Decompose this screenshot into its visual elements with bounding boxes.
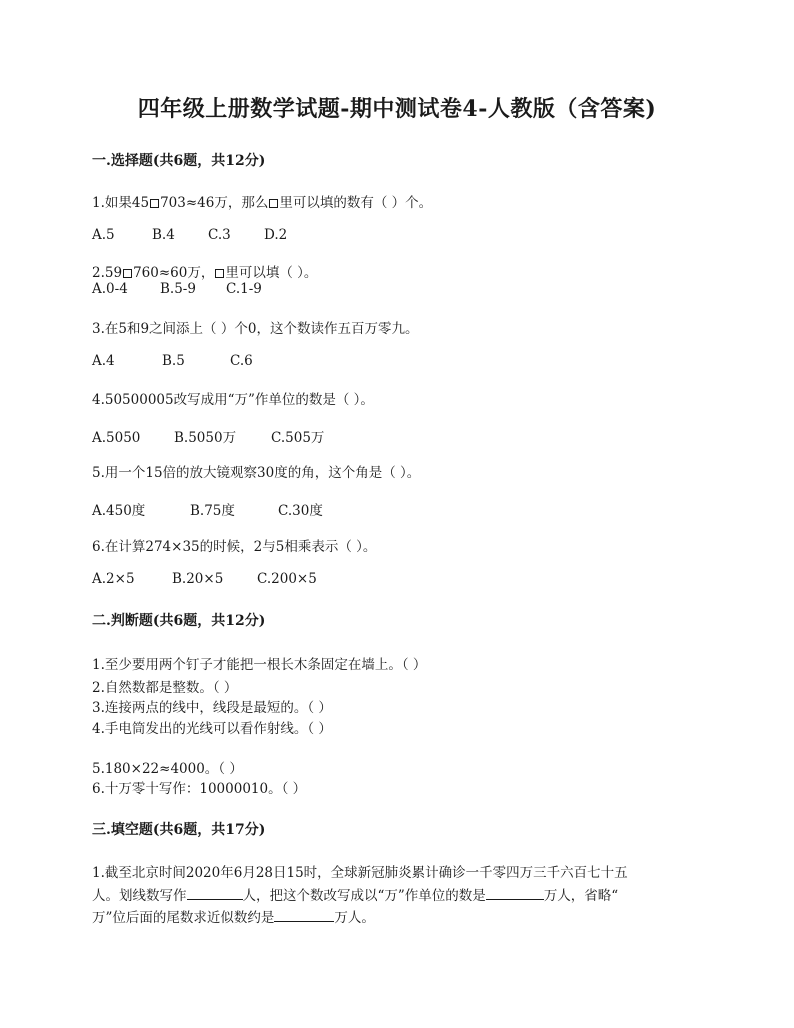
choice-q4: 4.50500005改写成用“万”作单位的数是（ ）。 bbox=[92, 392, 374, 408]
choice-q4-options bbox=[92, 426, 324, 446]
choice-q6: 6.在计算274×35的时候，2与5相乘表示（ ）。 bbox=[92, 539, 377, 555]
blank-box-icon bbox=[269, 199, 278, 208]
answer-blank[interactable] bbox=[486, 885, 544, 900]
blank-box-icon bbox=[215, 269, 224, 278]
fill-q1-text: 人。划线数写作 bbox=[92, 888, 187, 904]
judge-q3: 3.连接两点的线中，线段是最短的。（ ） bbox=[92, 700, 332, 716]
option: A.5050 bbox=[92, 430, 141, 446]
choice-q3: 3.在5和9之间添上（ ）个0，这个数读作五百万零九。 bbox=[92, 321, 419, 337]
answer-blank[interactable] bbox=[187, 885, 243, 900]
fill-q1-line3 bbox=[92, 906, 375, 926]
choice-q5-options bbox=[92, 499, 323, 519]
section-judge-heading: 二.判断题(共6题，共12分) bbox=[92, 613, 266, 629]
choice-q5: 5.用一个15倍的放大镜观察30度的角，这个角是（ ）。 bbox=[92, 465, 421, 481]
fill-q1-line1: 1.截至北京时间2020年6月28日15时，全球新冠肺炎累计确诊一千零四万三千六百七十五 bbox=[92, 865, 628, 881]
choice-q1-post2: 里可以填的数有（ ）个。 bbox=[279, 195, 433, 211]
fill-q1-text: 万”位后面的尾数求近似数约是 bbox=[92, 910, 275, 926]
option: C.1-9 bbox=[226, 281, 262, 297]
option: C.30度 bbox=[278, 503, 323, 519]
option: B.5-9 bbox=[160, 281, 196, 297]
option: B.5050万 bbox=[174, 430, 237, 446]
choice-q2 bbox=[92, 261, 317, 281]
option: C.200×5 bbox=[257, 571, 317, 587]
judge-q1: 1.至少要用两个钉子才能把一根长木条固定在墙上。（ ） bbox=[92, 657, 427, 673]
option: A.5 bbox=[92, 227, 115, 243]
choice-q6-options bbox=[92, 571, 317, 587]
option: C.6 bbox=[230, 353, 253, 369]
judge-q2: 2.自然数都是整数。（ ） bbox=[92, 680, 238, 696]
fill-q1-line2 bbox=[92, 884, 618, 904]
blank-box-icon bbox=[123, 269, 132, 278]
choice-q2-post: 760≈60万， bbox=[133, 265, 215, 281]
fill-q1-text: 人，把这个数改写成以“万”作单位的数是 bbox=[242, 888, 486, 904]
option: D.2 bbox=[264, 227, 288, 243]
choice-q2-pre: 2.59 bbox=[92, 265, 123, 281]
option: C.505万 bbox=[271, 430, 325, 446]
option: A.2×5 bbox=[92, 571, 135, 587]
option: A.4 bbox=[92, 353, 115, 369]
option: A.0-4 bbox=[92, 281, 128, 297]
choice-q2-options bbox=[92, 281, 262, 297]
option: B.5 bbox=[162, 353, 185, 369]
fill-q1-text: 万人，省略“ bbox=[543, 888, 619, 904]
fill-q1-text: 万人。 bbox=[334, 910, 375, 926]
option: A.450度 bbox=[92, 503, 146, 519]
judge-q5: 5.180×22≈4000。（ ） bbox=[92, 761, 243, 777]
option: B.20×5 bbox=[172, 571, 224, 587]
section-fill-heading: 三.填空题(共6题，共17分) bbox=[92, 822, 266, 838]
choice-q1-pre: 1.如果45 bbox=[92, 195, 150, 211]
blank-box-icon bbox=[150, 199, 159, 208]
judge-q6: 6.十万零十写作：10000010。（ ） bbox=[92, 781, 307, 797]
answer-blank[interactable] bbox=[274, 907, 334, 922]
option: C.3 bbox=[208, 227, 231, 243]
choice-q3-options bbox=[92, 353, 253, 369]
choice-q1 bbox=[92, 191, 432, 211]
choice-q1-options bbox=[92, 227, 287, 243]
judge-q4: 4.手电筒发出的光线可以看作射线。（ ） bbox=[92, 721, 332, 737]
option: B.4 bbox=[152, 227, 175, 243]
choice-q2-post2: 里可以填（ ）。 bbox=[225, 265, 318, 281]
section-choice-heading: 一.选择题(共6题，共12分) bbox=[92, 153, 266, 169]
choice-q1-post: 703≈46万，那么 bbox=[160, 195, 269, 211]
page-title: 四年级上册数学试题-期中测试卷4-人教版（含答案) bbox=[137, 96, 657, 122]
option: B.75度 bbox=[190, 503, 235, 519]
